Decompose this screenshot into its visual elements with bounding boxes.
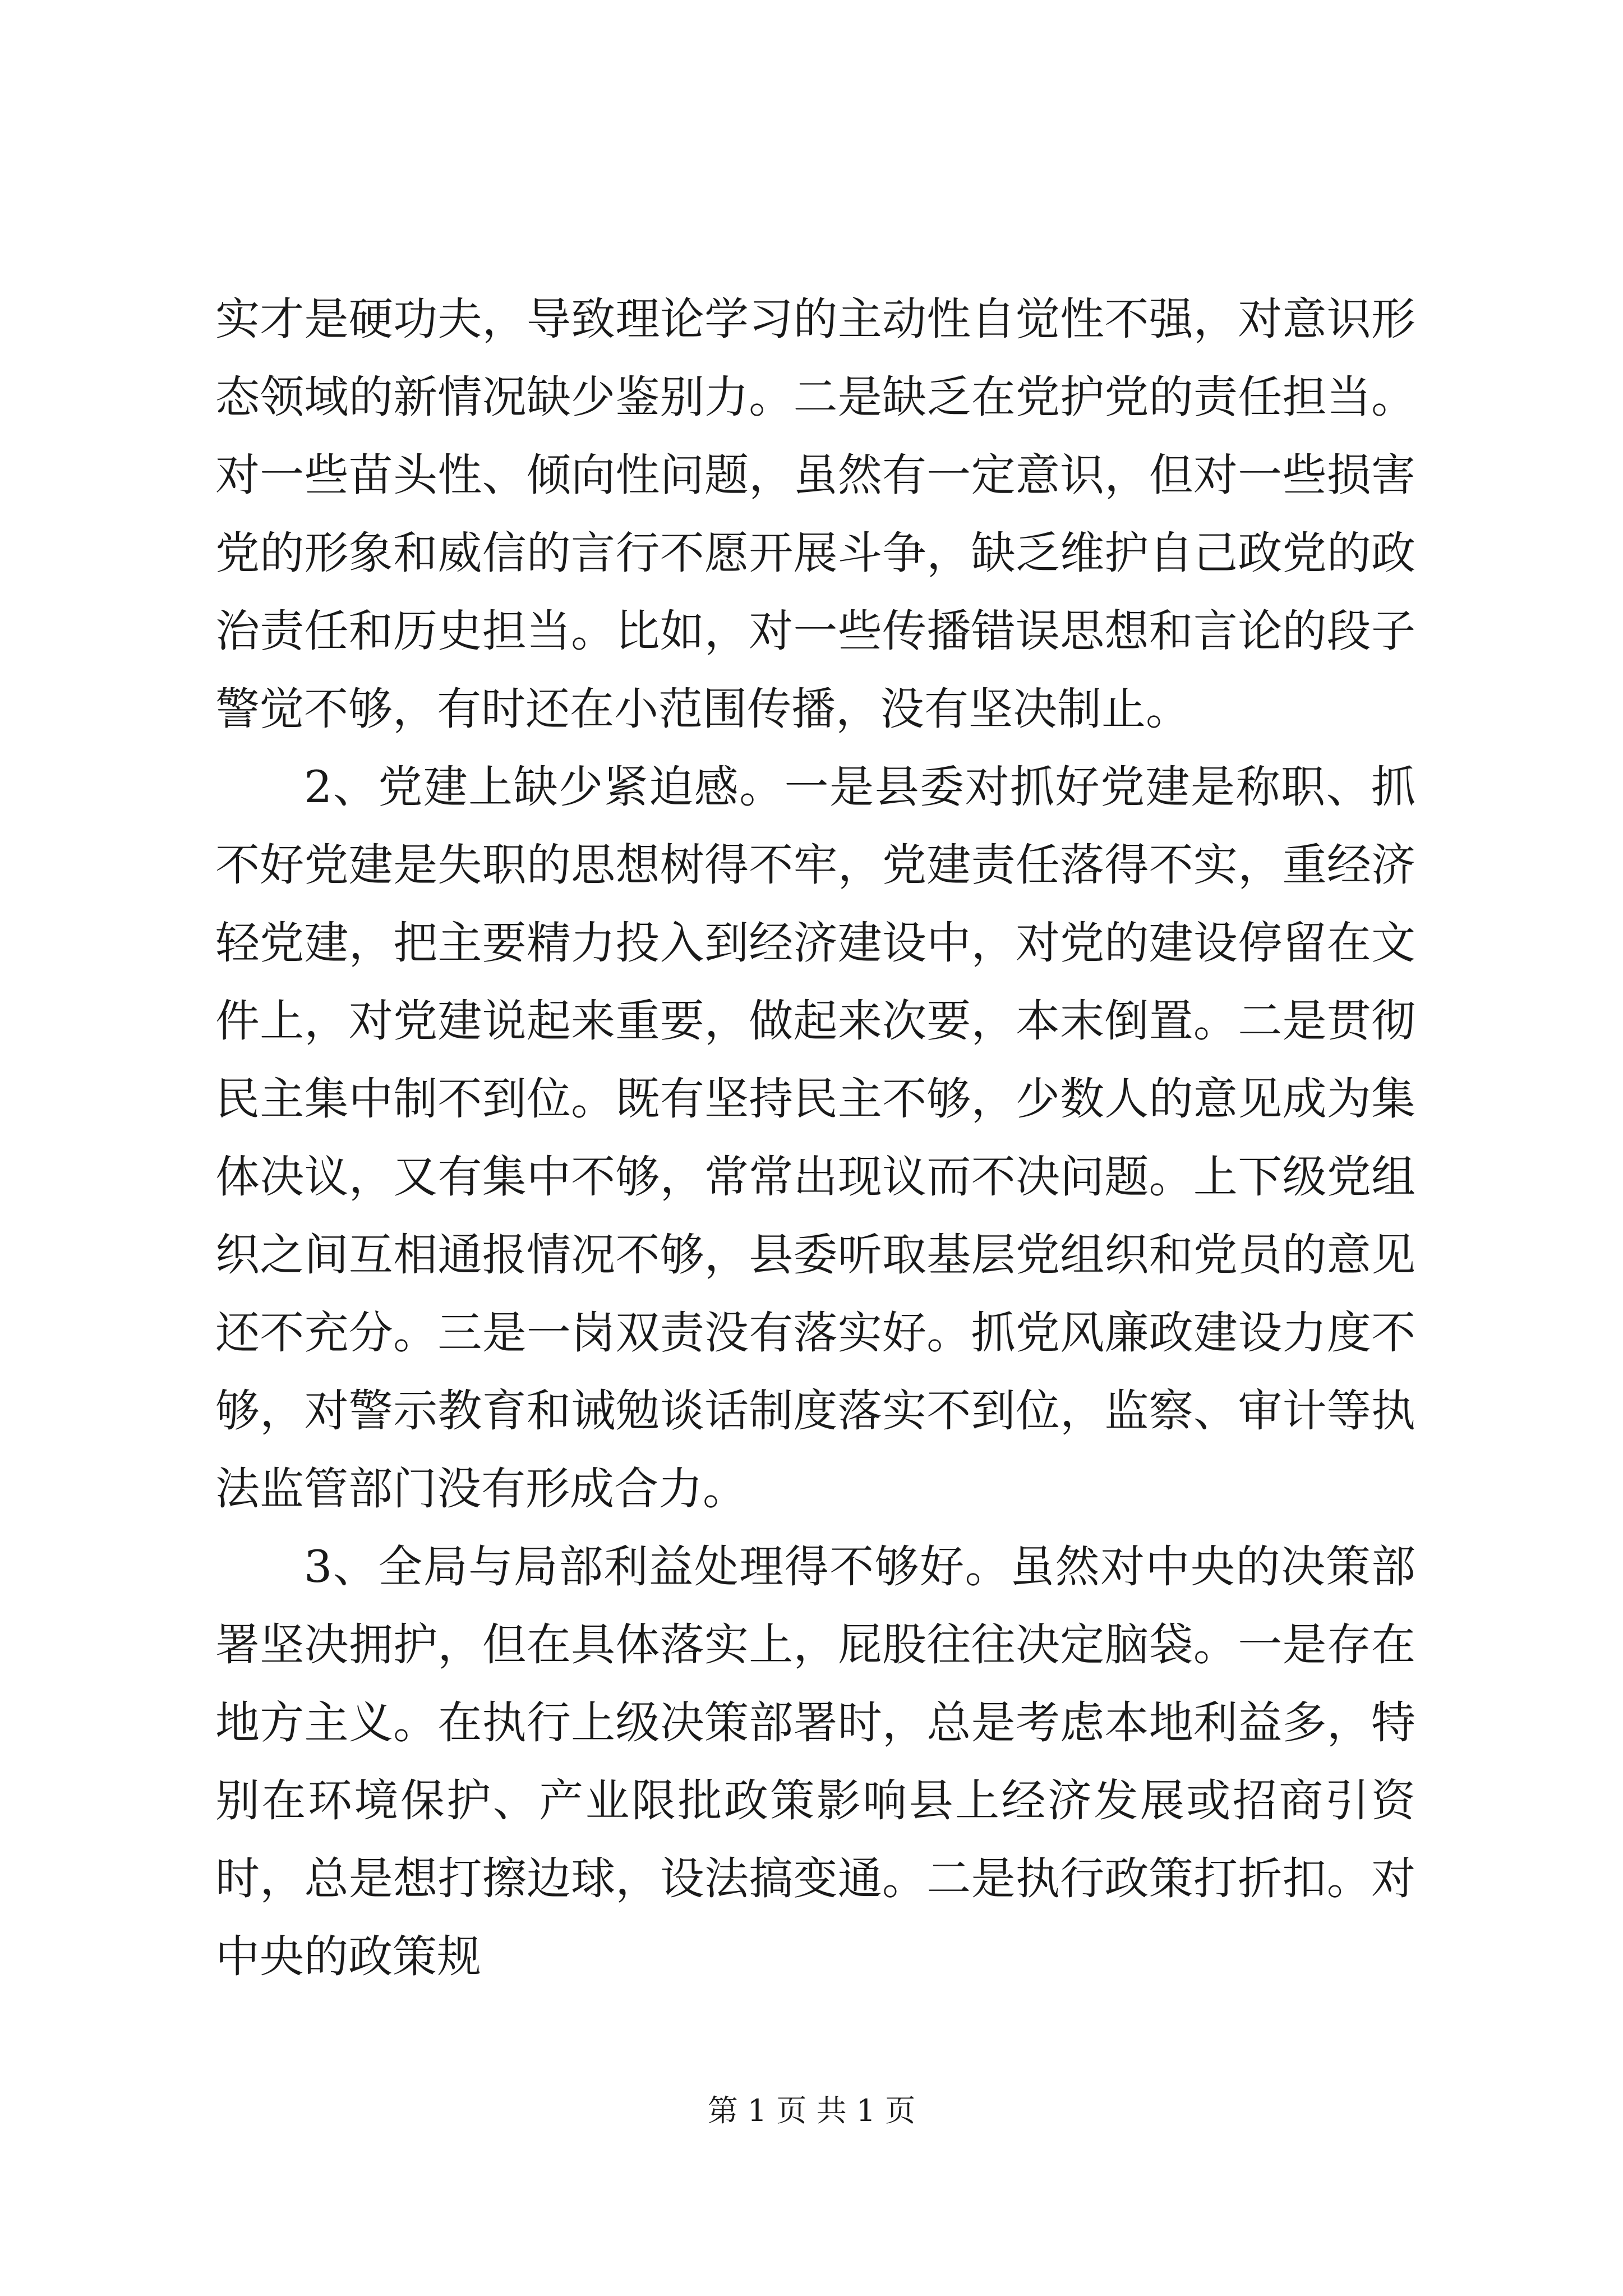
paragraph-continuation: 实才是硬功夫，导致理论学习的主动性自觉性不强，对意识形态领域的新情况缺少鉴别力。二是缺乏在党护党的责任担当。对一些苗头性、倾向性问题，虽然有一定意识，但对一些损害党的形象和威信的言行不愿开展斗争，缺乏维护自己政党的政治责任和历史担当。比如，对一些传播错误思想和言论的段子警觉不够，有时还在小范围传播，没有坚决制止。 [215,293,1415,735]
paragraph-party-building: 2、党建上缺少紧迫感。一是县委对抓好党建是称职、抓不好党建是失职的思想树得不牢，党建责任落得不实，重经济轻党建，把主要精力投入到经济建设中，对党的建设停留在文件上，对党建说起来重要，做起来次要，本末倒置。二是贯彻民主集中制不到位。既有坚持民主不够，少数人的意见成为集体决议，又有集中不够，常常出现议而不决问题。上下级党组织之间互相通报情况不够，县委听取基层党组织和党员的意见还不充分。三是一岗双责没有落实好。抓党风廉政建设力度不够，对警示教育和诫勉谈话制度落实不到位，监察、审计等执法监管部门没有形成合力。 [215,761,1415,1515]
document-body [215,280,1415,1996]
page-footer: 第 1 页 共 1 页 [707,2093,916,2128]
paragraph-overall-interest: 3、全局与局部利益处理得不够好。虽然对中央的决策部署坚决拥护，但在具体落实上，屁股往往决定脑袋。一是存在地方主义。在执行上级决策部署时，总是考虑本地利益多，特别在环境保护、产业限批政策影响县上经济发展或招商引资时，总是想打擦边球，设法搞变通。二是执行政策打折扣。对中央的政策规 [215,1541,1415,1982]
